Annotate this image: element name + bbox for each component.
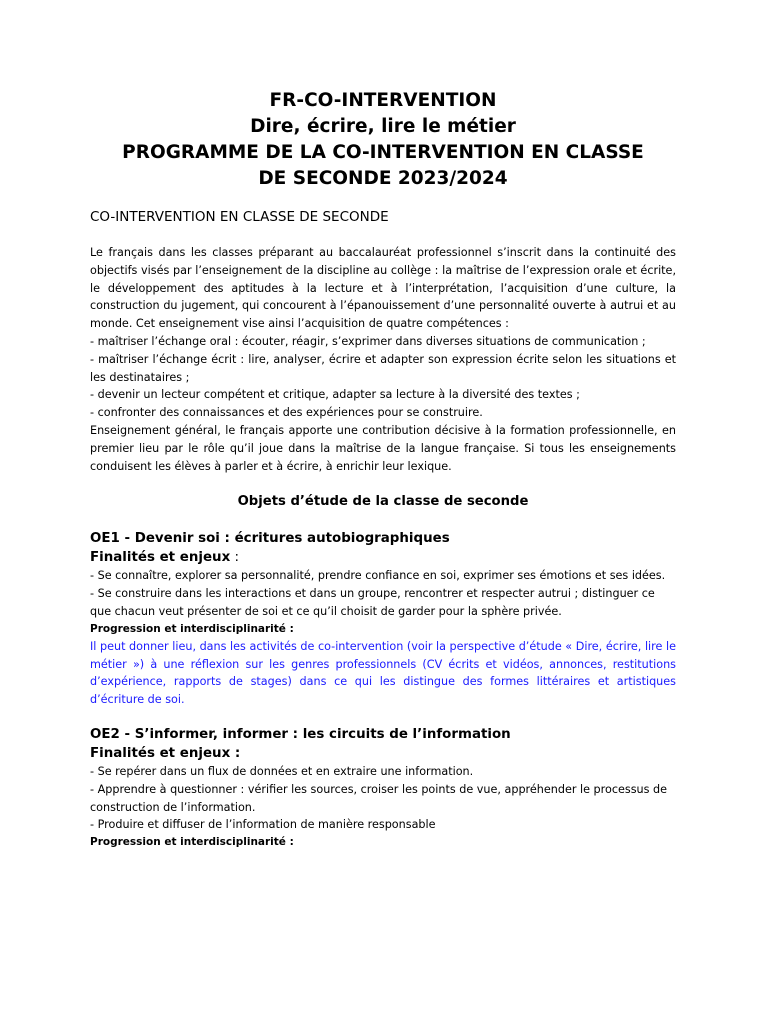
list-item: - Se connaître, explorer sa personnalité, prendre confiance en soi, exprimer ses émotions et ses idées.	[90, 569, 666, 583]
intro-text	[90, 244, 676, 475]
oe1-finalites-colon: :	[230, 550, 239, 566]
oe1-finalites-label: Finalités et enjeux	[90, 550, 231, 566]
intro-paragraph-1: Le français dans les classes préparant au baccalauréat professionnel s’inscrit dans la continuité des objectifs visés par l’enseignement de la discipline au collège : la maîtrise de l’expression orale et écrite, le développement des aptitudes à la lecture et à l’interprétation, l’acquisition d’une culture, la construction du jugement, qui concourent à l’épanouissement d’une personnalité ouverte à autrui et au monde. Cet enseignement vise ainsi l’acquisition de quatre compétences :	[90, 246, 676, 331]
title-line-3: PROGRAMME DE LA CO-INTERVENTION EN CLASSE	[122, 142, 644, 163]
objets-etude-title: Objets d’étude de la classe de seconde	[237, 494, 529, 510]
oe2-section	[90, 725, 676, 851]
oe2-finalites-heading: Finalités et enjeux :	[90, 745, 241, 761]
oe1-title: OE1 - Devenir soi : écritures autobiographiques	[90, 531, 450, 547]
oe2-title: OE2 - S’informer, informer : les circuits de l’information	[90, 726, 511, 742]
list-item: - Produire et diffuser de l’information de manière responsable	[90, 818, 436, 832]
oe2-progression-label: Progression et interdisciplinarité :	[90, 836, 294, 849]
list-item: - Se construire dans les interactions et dans un groupe, rencontrer et respecter autrui ; distinguer ce que chacun veut présenter de soi et ce qu’il choisit de garder pour la sphère privée.	[90, 587, 655, 618]
section-heading: CO-INTERVENTION EN CLASSE DE SECONDE	[90, 209, 389, 225]
intro-bullet-1: - maîtriser l’échange oral : écouter, réagir, s’exprimer dans diverses situations de communication ;	[90, 334, 646, 348]
list-item: - Apprendre à questionner : vérifier les sources, croiser les points de vue, appréhender le processus de construction de l’information.	[90, 782, 667, 814]
oe1-finalites-heading	[90, 548, 676, 567]
title-line-4: DE SECONDE 2023/2024	[258, 168, 508, 189]
intro-bullet-3: - devenir un lecteur compétent et critique, adapter sa lecture à la diversité des textes ;	[90, 388, 580, 402]
oe2-list	[90, 763, 676, 834]
document-title	[90, 88, 676, 192]
document-page	[90, 88, 676, 851]
oe1-progression-text: Il peut donner lieu, dans les activités de co-intervention (voir la perspective d’étude « Dire, écrire, lire le métier ») à une réflexion sur les genres professionnels (CV écrits et vidéos, annonces, restitutions d’expérience, rapports de stages) dans ce qui les distingue des formes littéraires et artistiques d’écriture de soi.	[90, 639, 676, 707]
oe1-list	[90, 567, 676, 620]
intro-bullet-4: - confronter des connaissances et des expériences pour se construire.	[90, 406, 483, 420]
oe1-section	[90, 529, 676, 709]
intro-paragraph-2: Enseignement général, le français apporte une contribution décisive à la formation professionnelle, en premier lieu par le rôle qu’il joue dans la maîtrise de la langue française. Si tous les enseignements conduisent les élèves à parler et à écrire, à enrichir leur lexique.	[90, 423, 676, 473]
list-item: - Se repérer dans un flux de données et en extraire une information.	[90, 764, 474, 778]
oe1-progression-label: Progression et interdisciplinarité :	[90, 622, 294, 635]
title-line-1: FR-CO-INTERVENTION	[269, 90, 497, 111]
title-line-2: Dire, écrire, lire le métier	[250, 116, 516, 137]
intro-bullet-2: - maîtriser l’échange écrit : lire, analyser, écrire et adapter son expression écrite selon les situations et les destinataires ;	[90, 352, 676, 384]
